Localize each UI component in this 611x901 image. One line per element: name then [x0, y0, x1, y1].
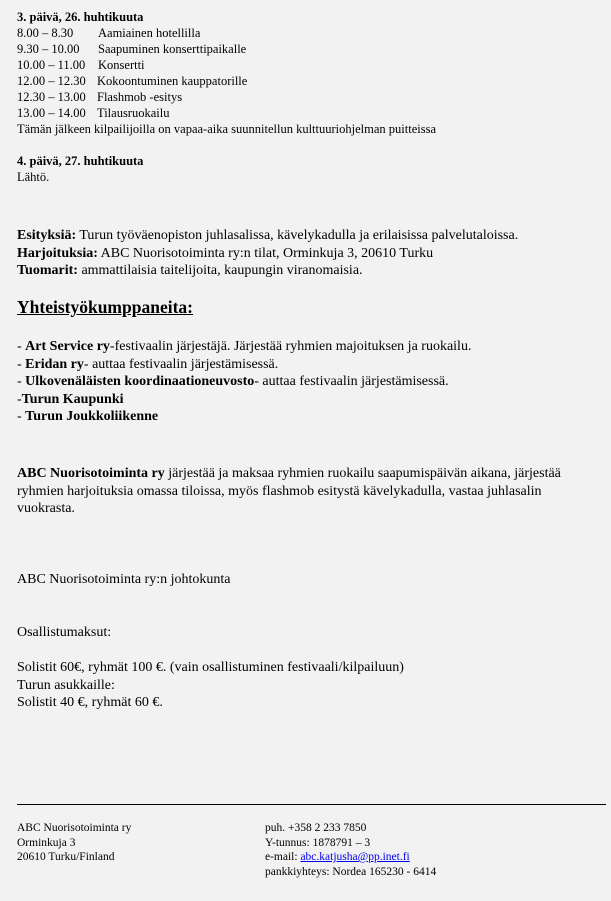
- abc-text: järjestää ja maksaa ryhmien ruokailu saapumispäivän aikana, järjestää ryhmien harjoituksia omassa tiloissa, myös flashmob esitystä kävelykadulla, vastaa juhlasalin vuokrasta.: [17, 466, 561, 516]
- footer-org: ABC Nuorisotoiminta ry: [17, 822, 132, 834]
- schedule-row: [17, 89, 607, 105]
- fees-line1: Solistit 60€, ryhmät 100 €. (vain osallistuminen festivaali/kilpailuun): [17, 660, 404, 675]
- esityksia-line: [17, 227, 607, 245]
- footer-bank: pankkiyhteys: Nordea 165230 - 6414: [265, 865, 437, 878]
- partner-name: Art Service ry: [25, 339, 110, 354]
- list-item: [17, 373, 607, 391]
- harjoituksia-text: ABC Nuorisotoiminta ry:n tilat, Orminkuja 3, 20610 Turku: [97, 245, 434, 261]
- partner-name: Eridan ry: [25, 356, 84, 372]
- fees-line3: Solistit 40 €, ryhmät 60 €.: [17, 695, 163, 710]
- schedule-time: 12.00 – 12.30: [17, 74, 86, 88]
- list-prefix: -: [17, 391, 22, 407]
- schedule-time: 10.00 – 11.00: [17, 58, 86, 72]
- tuomarit-label: Tuomarit:: [17, 263, 78, 278]
- day4-text: Lähtö.: [17, 170, 50, 184]
- schedule-row: [17, 105, 607, 121]
- fees-section: [17, 659, 607, 712]
- schedule-row: [17, 41, 607, 57]
- tuomarit-line: [17, 262, 607, 280]
- schedule-time: 13.00 – 14.00: [17, 106, 86, 120]
- harjoituksia-line: [17, 245, 607, 263]
- schedule-label: Konsertti: [98, 58, 145, 72]
- day3-title: 3. päivä, 26. huhtikuuta: [17, 10, 144, 24]
- schedule-time: 9.30 – 10.00: [17, 42, 80, 56]
- list-item: [17, 338, 607, 356]
- partner-name: Turun Kaupunki: [21, 391, 124, 407]
- partner-desc: -festivaalin järjestäjä. Järjestää ryhmien majoituksen ja ruokailu.: [109, 339, 472, 354]
- fees-line2: Turun asukkaille:: [17, 677, 115, 693]
- footer-address: [17, 821, 131, 865]
- abc-name: ABC Nuorisotoiminta ry: [17, 466, 165, 481]
- partner-desc: - auttaa festivaalin järjestämisessä.: [254, 374, 449, 389]
- footer-street: Orminkuja 3: [17, 836, 76, 849]
- list-prefix: -: [17, 339, 26, 354]
- footer-divider: [17, 804, 606, 805]
- schedule-label: Saapuminen konserttipaikalle: [98, 42, 247, 56]
- footer-ytunnus: Y-tunnus: 1878791 – 3: [265, 836, 371, 849]
- footer-contact: [265, 821, 436, 879]
- day3-section: [17, 9, 607, 137]
- list-item: [17, 356, 607, 374]
- schedule-label: Flashmob -esitys: [97, 90, 183, 104]
- schedule-row: [17, 73, 607, 89]
- schedule-row: [17, 57, 607, 73]
- info-section: [17, 227, 607, 280]
- board-line: ABC Nuorisotoiminta ry:n johtokunta: [17, 572, 231, 587]
- list-prefix: -: [17, 409, 26, 424]
- schedule-label: Kokoontuminen kauppatorille: [97, 74, 248, 88]
- partners-heading: Yhteistyökumppaneita:: [17, 297, 193, 317]
- tuomarit-text: ammattilaisia taitelijoita, kaupungin viranomaisia.: [77, 263, 363, 278]
- footer-email-line: [265, 850, 436, 865]
- footer-phone: puh. +358 2 233 7850: [265, 822, 367, 834]
- email-link[interactable]: abc.katjusha@pp.inet.fi: [300, 851, 410, 863]
- list-item: [17, 391, 607, 409]
- schedule-time: 8.00 – 8.30: [17, 26, 74, 40]
- partner-name: Turun Joukkoliikenne: [25, 409, 159, 424]
- partner-name: Ulkovenäläisten koordinaationeuvosto: [25, 374, 255, 389]
- schedule-label: Tilausruokailu: [97, 106, 170, 120]
- day4-section: [17, 153, 143, 185]
- abc-paragraph: [17, 465, 577, 518]
- esityksia-text: Turun työväenopiston juhlasalissa, kävelykadulla ja erilaisissa palvelutaloissa.: [76, 228, 519, 243]
- fees-title: Osallistumaksut:: [17, 625, 112, 640]
- partner-desc: - auttaa festivaalin järjestämisessä.: [83, 356, 279, 372]
- harjoituksia-label: Harjoituksia:: [17, 245, 98, 261]
- footer-email-label: e-mail:: [265, 851, 301, 863]
- day3-note: Tämän jälkeen kilpailijoilla on vapaa-aika suunnitellun kulttuuriohjelman puitteissa: [17, 122, 436, 136]
- partners-list: [17, 338, 607, 426]
- list-item: [17, 408, 607, 426]
- footer-city: 20610 Turku/Finland: [17, 851, 115, 863]
- schedule-time: 12.30 – 13.00: [17, 90, 86, 104]
- schedule-row: [17, 25, 607, 41]
- schedule-label: Aamiainen hotellilla: [98, 26, 201, 40]
- day4-title: 4. päivä, 27. huhtikuuta: [17, 154, 144, 168]
- esityksia-label: Esityksiä:: [17, 228, 77, 243]
- list-prefix: -: [17, 374, 26, 389]
- list-prefix: -: [17, 356, 26, 372]
